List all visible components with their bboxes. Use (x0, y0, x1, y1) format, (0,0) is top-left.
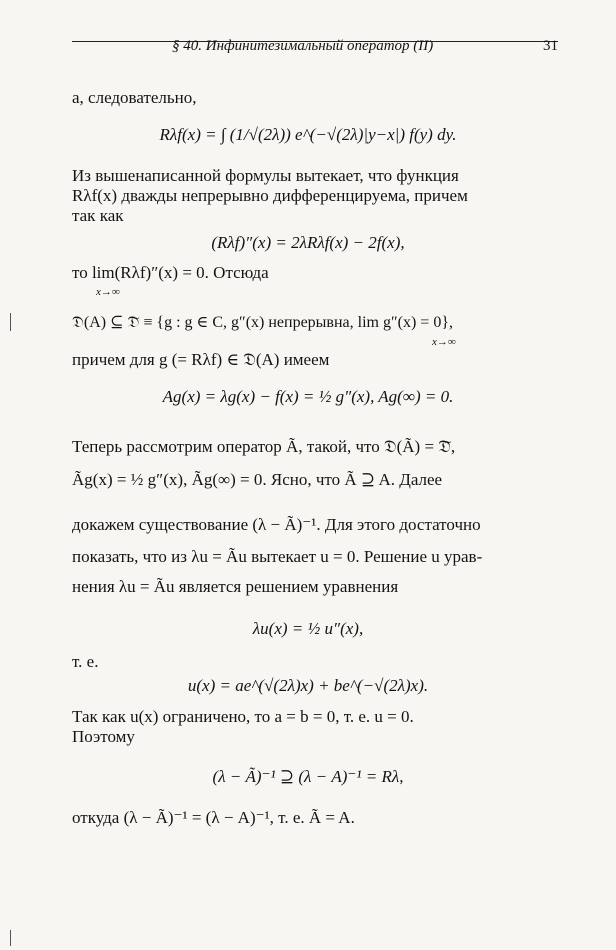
limit-subscript: x→∞ (432, 336, 456, 348)
text-line (72, 166, 558, 186)
equation-generator: Ag(x) = λg(x) − f(x) = ½ g″(x), Ag(∞) = 0. (162, 387, 454, 406)
running-header (72, 38, 558, 54)
text-line: Так как u(x) ограничено, то a = b = 0, т. е. u = 0. (72, 707, 414, 726)
equation-inclusion: (λ − Ã)⁻¹ ⊇ (λ − A)⁻¹ = Rλ, (212, 767, 404, 786)
margin-mark (10, 930, 11, 946)
text-line: Теперь рассмотрим оператор Ã, такой, что 𝔇(Ã) = 𝔇̃, (72, 437, 456, 456)
text-line-content: Rλf(x) дважды непрерывно дифференцируема, причем (72, 186, 468, 205)
text-line: то lim(Rλf)″(x) = 0. Отсюда (72, 263, 269, 282)
text-line: докажем существование (λ − Ã)⁻¹. Для этого достаточно (72, 515, 481, 534)
limit-subscript: x→∞ (96, 286, 120, 298)
text-line: т. е. (72, 652, 99, 671)
text-line: так как (72, 206, 124, 225)
text-line: нения λu = Ãu является решением уравнения (72, 577, 399, 596)
equation-resolvent: Rλf(x) = ∫ (1/√(2λ)) e^(−√(2λ)|y−x|) f(y) dy. (159, 125, 457, 144)
equation-solution: u(x) = ae^(√(2λ)x) + be^(−√(2λ)x). (187, 676, 429, 695)
text-line: показать, что из λu = Ãu вытекает u = 0. Решение u урав- (72, 547, 483, 566)
page-number: 31 (543, 38, 558, 54)
text-line: Поэтому (72, 727, 135, 746)
text-line-content: Из вышенаписанной формулы вытекает, что функция (72, 166, 459, 185)
equation-domain: 𝔇(A) ⊆ 𝔇̃ ≡ {g : g ∈ C, g″(x) непрерывна, lim g″(x) = 0}, (72, 314, 454, 331)
text-line: Ãg(x) = ½ g″(x), Ãg(∞) = 0. Ясно, что Ã ⊇ A. Далее (72, 470, 443, 489)
text-line (72, 186, 558, 206)
text-line: причем для g (= Rλf) ∈ 𝔇(A) имеем (72, 350, 330, 369)
text-line: откуда (λ − Ã)⁻¹ = (λ − A)⁻¹, т. е. Ã = A. (72, 808, 355, 827)
equation-second-derivative: (Rλf)″(x) = 2λRλf(x) − 2f(x), (211, 233, 405, 252)
margin-mark (10, 313, 11, 331)
text-line: а, следовательно, (72, 88, 197, 107)
header-title: § 40. Инфинитезимальный оператор (II) (172, 38, 434, 54)
equation-ode: λu(x) = ½ u″(x), (252, 619, 364, 638)
